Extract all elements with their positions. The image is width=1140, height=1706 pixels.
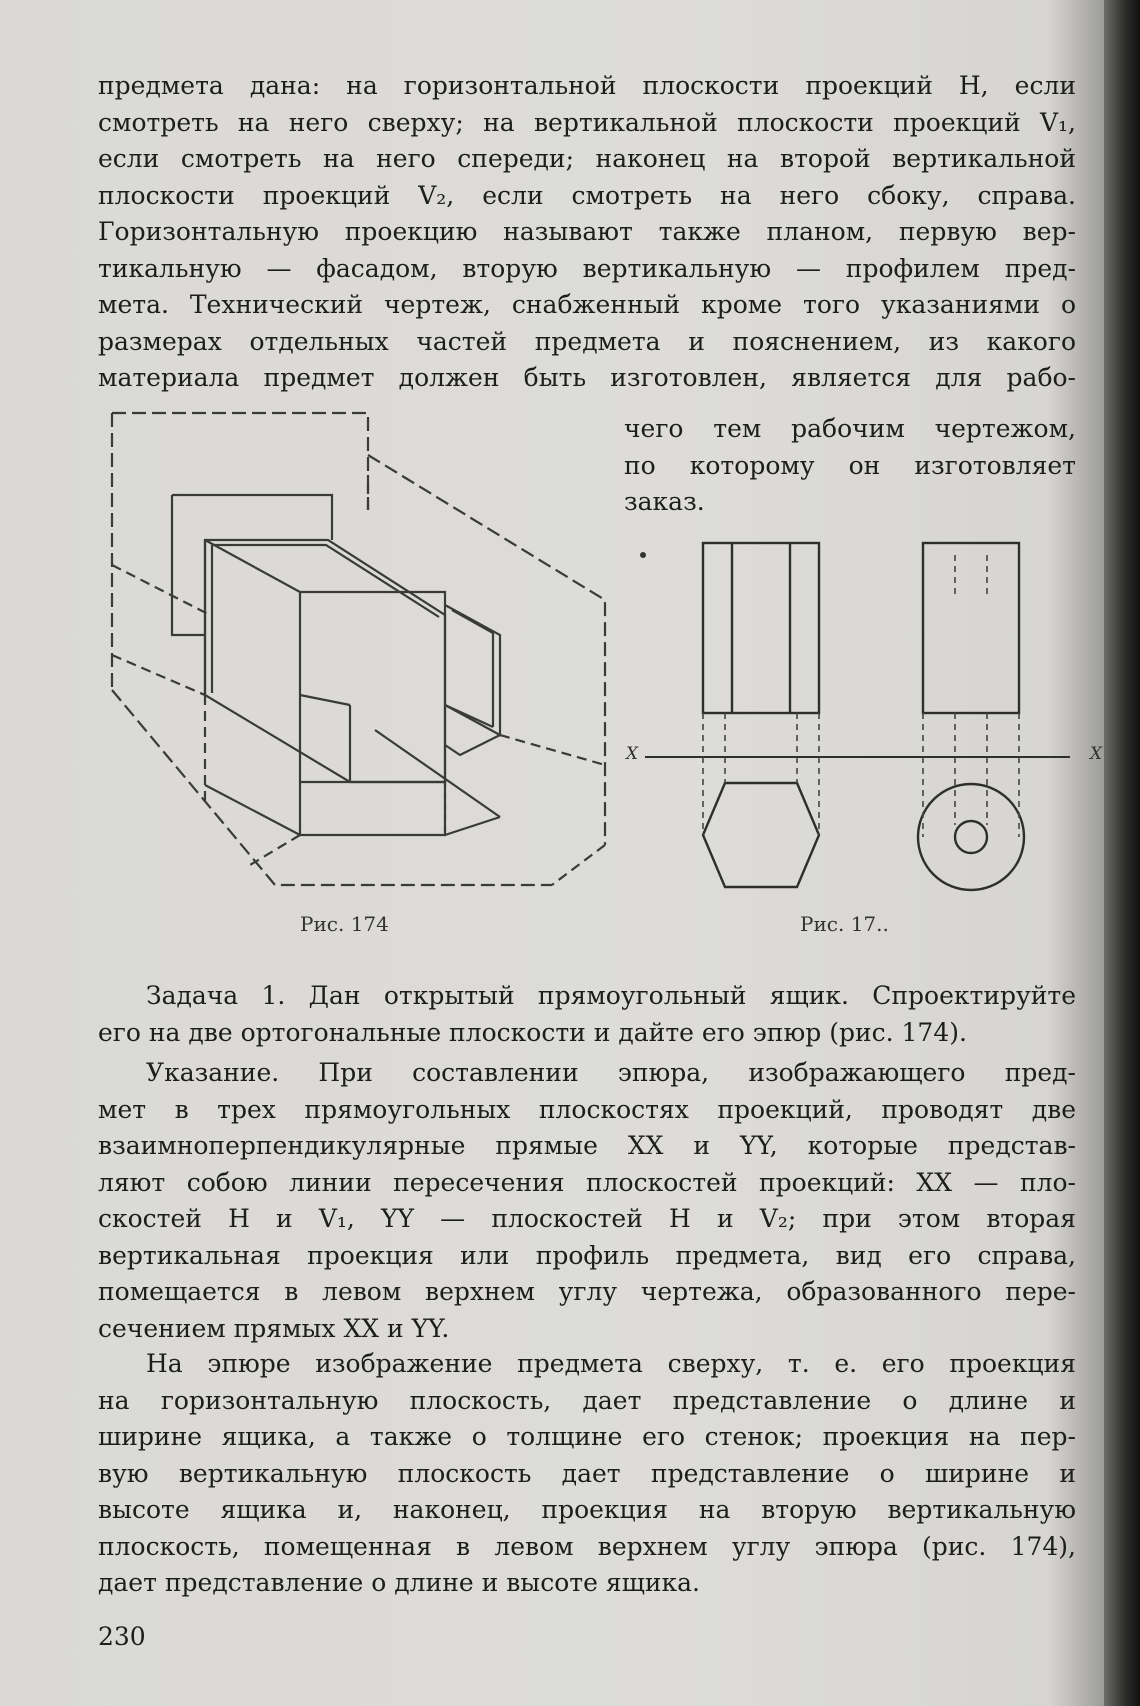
axis-label-left: X [626, 744, 639, 764]
figure-174-drawing [100, 405, 660, 905]
text-line: Задача 1. Дан открытый прямоугольный ящик. Спроектируйте [146, 981, 1076, 1010]
figure-175-drawing [635, 535, 1095, 895]
task-paragraph [98, 978, 1076, 1051]
text-line: Указание. При составлении эпюра, изображающего пред- [146, 1058, 1076, 1087]
hint-paragraph [98, 1055, 1076, 1347]
text-line: его на две ортогональные плоскости и дайте его эпюр (рис. 174). [98, 1017, 967, 1047]
book-spine-shadow [1104, 0, 1140, 1706]
text-line: тикальную — фасадом, вторую вертикальную — профилем пред- [98, 253, 1076, 283]
text-line: вую вертикальную плоскость дает представление о ширине и [98, 1458, 1076, 1488]
text-line: размерах отдельных частей предмета и пояснением, из какого [98, 326, 1076, 356]
text-line: Горизонтальную проекцию называют также планом, первую вер- [98, 217, 1076, 246]
text-line: скостей H и V₁, YY — плоскостей H и V₂; при этом вторая [98, 1204, 1076, 1233]
text-line: На эпюре изображение предмета сверху, т. е. его проекция [146, 1349, 1076, 1378]
top-paragraph [98, 68, 1076, 397]
text-line: мета. Технический чертеж, снабженный кроме того указаниями о [98, 290, 1076, 319]
text-line: заказ. [624, 487, 705, 516]
text-line: дает представление о длине и высоте ящика. [98, 1568, 700, 1597]
text-line: взаимноперпендикулярные прямые XX и YY, которые представ- [98, 1131, 1076, 1160]
figure-175-caption: Рис. 17.. [800, 912, 889, 936]
figure-174-caption: Рис. 174 [300, 912, 389, 936]
text-line: плоскости проекций V₂, если смотреть на него сбоку, справа. [98, 180, 1076, 210]
text-line: материала предмет должен быть изготовлен, является для рабо- [98, 363, 1076, 392]
text-line: смотреть на него сверху; на вертикальной плоскости проекций V₁, [98, 107, 1076, 137]
page-number: 230 [98, 1622, 146, 1651]
text-line: чего тем рабочим чертежом, [624, 414, 1076, 443]
final-paragraph [98, 1346, 1076, 1602]
text-line: на горизонтальную плоскость, дает представление о длине и [98, 1385, 1076, 1415]
text-line: мет в трех прямоугольных плоскостях проекций, проводят две [98, 1094, 1076, 1124]
text-line: по которому он изготовляет [624, 450, 1076, 480]
text-line: высоте ящика и, наконец, проекция на вторую вертикальную [98, 1495, 1076, 1524]
text-line: помещается в левом верхнем углу чертежа, образованного пере- [98, 1277, 1076, 1306]
text-line: предмета дана: на горизонтальной плоскости проекций H, если [98, 71, 1076, 100]
text-line: сечением прямых XX и YY. [98, 1313, 450, 1343]
wrap-paragraph [624, 411, 1076, 521]
text-line: ляют собою линии пересечения плоскостей проекций: XX — пло- [98, 1167, 1076, 1197]
axis-label-right: X [1090, 744, 1103, 764]
text-line: вертикальная проекция или профиль предмета, вид его справа, [98, 1240, 1076, 1270]
text-line: плоскость, помещенная в левом верхнем углу эпюра (рис. 174), [98, 1531, 1076, 1561]
text-line: ширине ящика, а также о толщине его стенок; проекция на пер- [98, 1422, 1076, 1451]
text-line: если смотреть на него спереди; наконец на второй вертикальной [98, 144, 1076, 173]
